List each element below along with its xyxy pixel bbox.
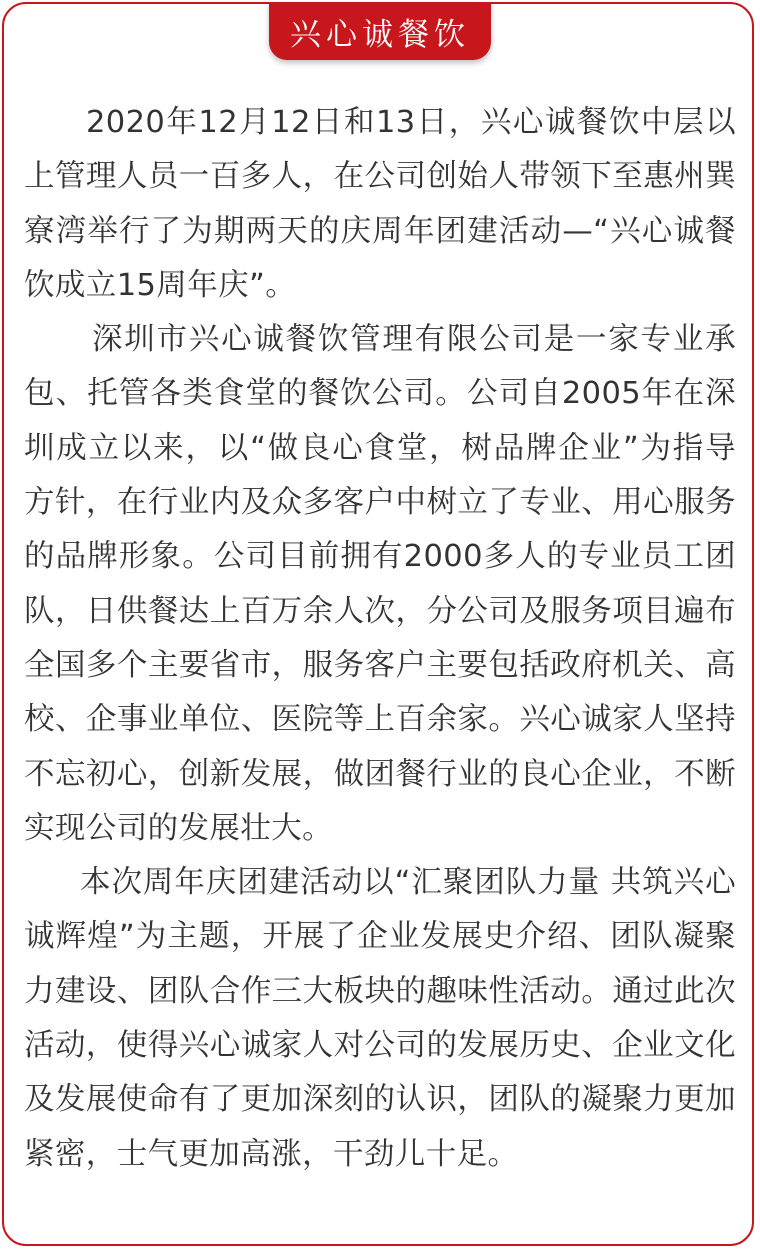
title-tab — [269, 2, 491, 60]
paragraph-1: 2020年12月12日和13日，兴心诚餐饮中层以上管理人员一百多人，在公司创始人带领下至惠州巽寮湾举行了为期两天的庆周年团建活动—“兴心诚餐饮成立15周年庆”。 — [24, 105, 736, 303]
section-title: 兴心诚餐饮 — [290, 16, 470, 53]
article-body — [24, 96, 736, 1182]
paragraph-3: 本次周年庆团建活动以“汇聚团队力量 共筑兴心诚辉煌”为主题，开展了企业发展史介绍、团队凝聚力建设、团队合作三大板块的趣味性活动。通过此次活动，使得兴心诚家人对公司的发展历史、企业文化及发展使命有了更加深刻的认识，团队的凝聚力更加紧密，士气更加高涨，干劲儿十足。 — [24, 865, 736, 1172]
paragraph-2: 深圳市兴心诚餐饮管理有限公司是一家专业承包、托管各类食堂的餐饮公司。公司自2005年在深圳成立以来，以“做良心食堂，树品牌企业”为指导方针，在行业内及众多客户中树立了专业、用心服务的品牌形象。公司目前拥有2000多人的专业员工团队，日供餐达上百万余人次，分公司及服务项目遍布全国多个主要省市，服务客户主要包括政府机关、高校、企事业单位、医院等上百余家。兴心诚家人坚持不忘初心，创新发展，做团餐行业的良心企业，不断实现公司的发展壮大。 — [24, 322, 736, 846]
